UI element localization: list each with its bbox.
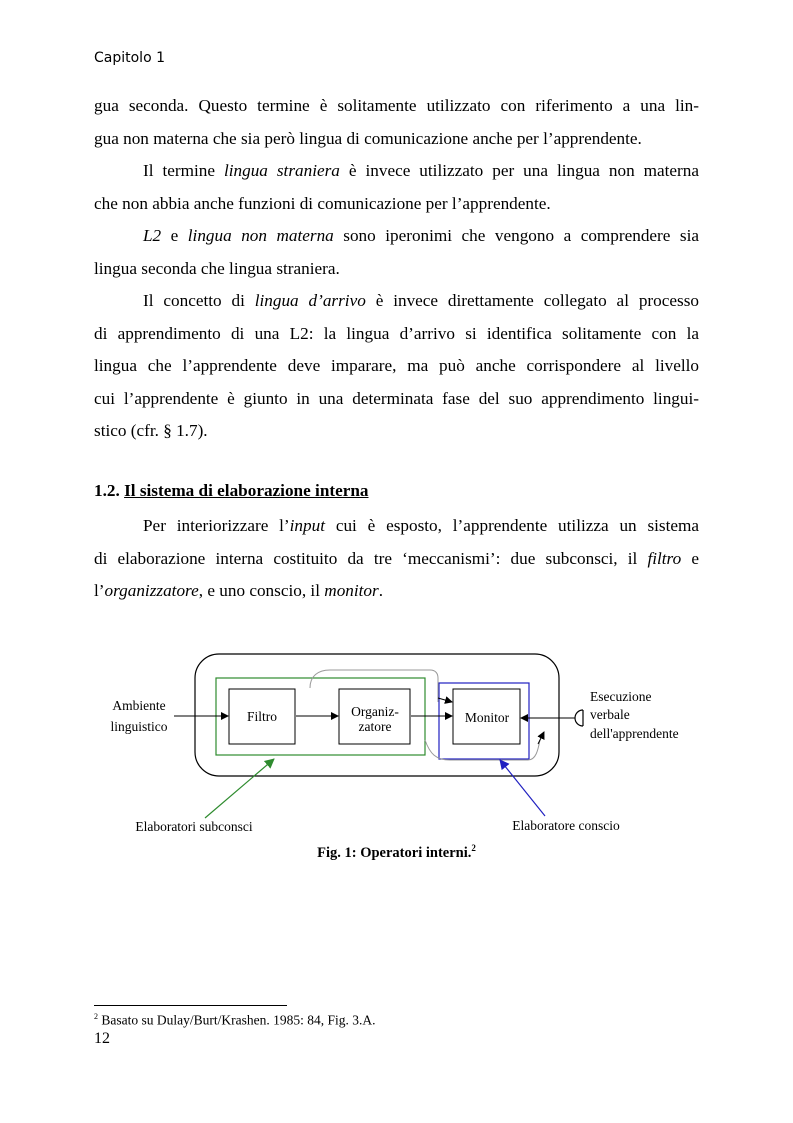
text-run: l’ xyxy=(94,581,105,600)
text-run: Il termine xyxy=(143,161,224,180)
section-title: Il sistema di elaborazione interna xyxy=(124,481,369,500)
footnote-rule xyxy=(94,1005,287,1006)
text-run: e xyxy=(161,226,188,245)
paragraph-4 xyxy=(94,285,699,448)
text-run: è invece direttamente collegato al processo xyxy=(365,291,699,310)
section-number: 1.2. xyxy=(94,481,120,500)
term-organizzatore: organizzatore xyxy=(104,581,199,600)
text-line: lingua seconda che lingua straniera. xyxy=(94,258,340,278)
text-run: cui è esposto, l’apprendente utilizza un sistema xyxy=(325,516,700,535)
feedback-arrow-bottom xyxy=(538,732,544,744)
output-label-line-3: dell'apprendente xyxy=(590,726,679,741)
conscious-callout-arrow xyxy=(500,760,545,816)
term-monitor: monitor xyxy=(324,581,379,600)
feedback-arrow-top xyxy=(438,698,452,702)
text-run: . xyxy=(378,581,384,600)
footnote xyxy=(94,1012,375,1029)
footnote-marker: 2 xyxy=(94,1012,98,1021)
text-line: lingua che l’apprendente deve imparare, ma può anche corrispondere al livello xyxy=(94,356,699,375)
term-input: input xyxy=(289,516,325,535)
running-head: Capitolo 1 xyxy=(94,50,165,66)
paragraph-2 xyxy=(94,155,699,220)
text-run: sono iperonimi che vengono a comprendere sia xyxy=(333,226,699,245)
section-heading xyxy=(94,481,369,501)
term-lingua-arrivo: lingua d’arrivo xyxy=(254,291,366,310)
callout-subconscious-label: Elaboratori subconsci xyxy=(135,819,253,834)
text-line xyxy=(94,220,699,253)
output-label-line-1: Esecuzione xyxy=(590,689,652,704)
text-line: gua seconda. Questo termine è solitamente utilizzato con riferimento a una lin- xyxy=(94,96,699,115)
organizzatore-label-line-2: zatore xyxy=(358,719,392,734)
term-lingua-straniera: lingua straniera xyxy=(223,161,340,180)
paragraph-5 xyxy=(94,510,699,608)
filtro-label: Filtro xyxy=(246,709,278,724)
input-label-line-2: linguistico xyxy=(110,719,168,734)
footnote-text: Basato su Dulay/Burt/Krashen. 1985: 84, Fig. 3.A. xyxy=(98,1012,376,1028)
monitor-label: Monitor xyxy=(464,710,510,725)
text-run: di elaborazione interna costituito da tre ‘meccanismi’: due subconsci, il xyxy=(94,548,648,568)
text-line xyxy=(94,285,699,318)
text-line: cui l’apprendente è giunto in una determinata fase del suo apprendimento lingui- xyxy=(94,388,699,408)
text-line xyxy=(94,510,699,543)
text-line: stico (cfr. § 1.7). xyxy=(94,421,208,440)
page-number: 12 xyxy=(94,1030,110,1047)
figure-operatori-interni xyxy=(0,640,793,860)
diagram xyxy=(0,640,793,860)
output-ear-icon xyxy=(575,710,583,726)
text-run: e xyxy=(681,548,699,568)
caption-footnote-ref: 2 xyxy=(471,843,476,853)
text-run: Per interiorizzare l’ xyxy=(143,516,290,535)
term-l2: L2 xyxy=(143,226,162,245)
text-run: Il concetto di xyxy=(143,291,255,310)
text-line: che non abbia anche funzioni di comunicazione per l’apprendente. xyxy=(94,193,551,213)
paragraph-1 xyxy=(94,90,699,155)
text-run: è invece utilizzato per una lingua non materna xyxy=(339,161,699,180)
subconscious-callout-arrow xyxy=(205,759,274,818)
term-lingua-non-materna: lingua non materna xyxy=(187,226,334,245)
caption-text: Fig. 1: Operatori interni. xyxy=(317,844,472,861)
organizzatore-label-line-1: Organiz- xyxy=(351,704,399,719)
figure-caption xyxy=(0,843,793,862)
output-label-line-2: verbale xyxy=(590,707,630,722)
text-line xyxy=(94,575,699,608)
input-label-line-1: Ambiente xyxy=(112,698,166,713)
callout-conscious-label: Elaboratore conscio xyxy=(512,818,620,833)
text-run: , e uno conscio, il xyxy=(198,581,325,600)
text-line: gua non materna che sia però lingua di comunicazione anche per l’apprendente. xyxy=(94,128,642,148)
text-line xyxy=(94,543,699,576)
paragraph-3 xyxy=(94,220,699,285)
term-filtro: filtro xyxy=(647,548,682,568)
text-line: di apprendimento di una L2: la lingua d’arrivo si identifica solitamente con la xyxy=(94,323,699,343)
text-line xyxy=(94,155,699,188)
